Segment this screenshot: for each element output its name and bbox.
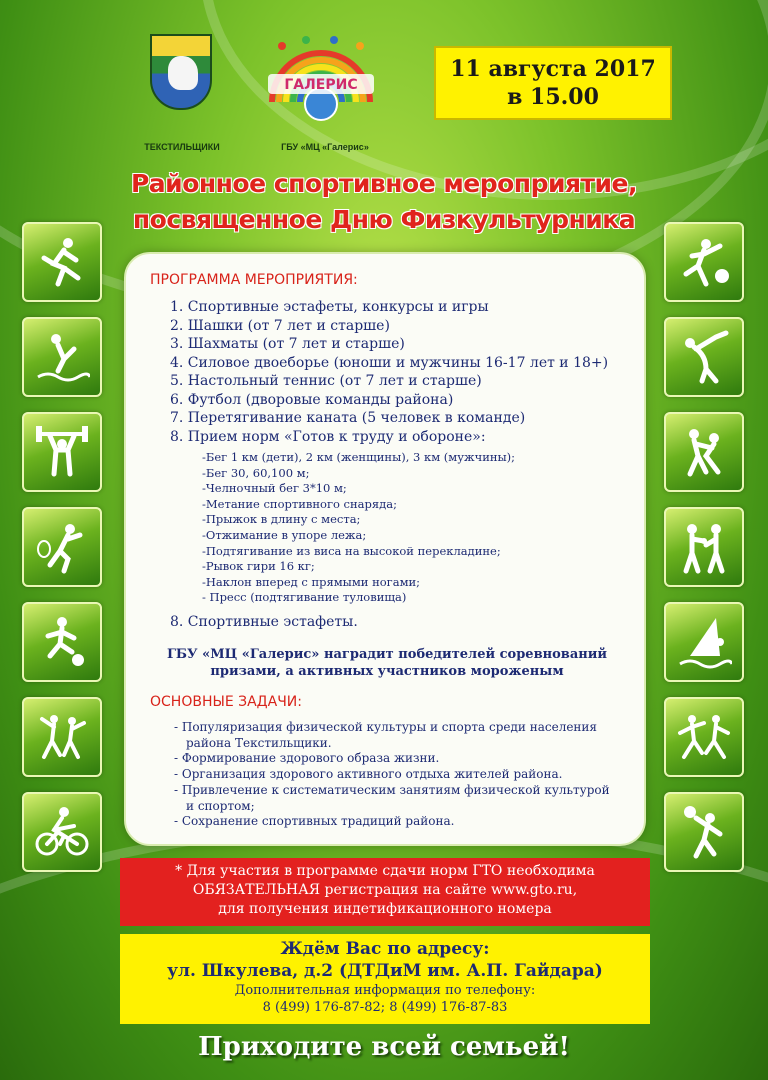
football-icon (22, 602, 102, 682)
diver-icon (22, 317, 102, 397)
award-line-1: ГБУ «МЦ «Галерис» наградит победителей соревнований (166, 647, 608, 662)
program-item: 1. Спортивные эстафеты, конкурсы и игры (170, 299, 489, 315)
basketball-icon (664, 222, 744, 302)
gto-list (202, 450, 632, 606)
task-item: - Организация здорового активного отдыха жителей района. (174, 767, 563, 782)
gto-item: -Наклон вперед с прямыми ногами; (202, 574, 421, 589)
program-item: 2. Шашки (от 7 лет и старше) (170, 317, 390, 334)
gto-item: -Бег 1 км (дети), 2 км (женщины), 3 км (мужчины); (202, 450, 516, 464)
gto-item: -Подтягивание из виса на высокой перекладине; (202, 543, 501, 558)
gto-item: -Метание спортивного снаряда; (202, 496, 397, 511)
tasks-heading: ОСНОВНЫЕ ЗАДАЧИ: (150, 694, 302, 710)
phone-numbers: 8 (499) 176-87-82; 8 (499) 176-87-83 (262, 1000, 508, 1015)
program-item: 5. Настольный теннис (от 7 лет и старше) (170, 373, 482, 389)
registration-line-3: для получения индетификационного номера (218, 901, 552, 917)
logo-text: ГАЛЕРИС (284, 77, 358, 93)
registration-line-2: ОБЯЗАТЕЛЬНАЯ регистрация на сайте www.gto.ru, (192, 882, 578, 898)
title-line-1: Районное спортивное мероприятие, (130, 169, 638, 198)
gto-item: -Бег 30, 60,100 м; (202, 465, 310, 480)
district-caption: ТЕКСТИЛЬЩИКИ (144, 142, 220, 152)
dance-icon (22, 697, 102, 777)
task-item: - Привлечение к систематическим занятиям физической культурой (174, 782, 610, 797)
galeris-logo (262, 32, 380, 132)
cyclist-icon (22, 792, 102, 872)
registration-line-1: * Для участия в программе сдачи норм ГТО необходима (175, 863, 595, 879)
program-item: 7. Перетягивание каната (5 человек в команде) (170, 410, 526, 426)
windsurf-icon (664, 602, 744, 682)
address-heading: Ждём Вас по адресу: (280, 939, 490, 959)
task-item: - Популяризация физической культуры и спорта среди населения (174, 720, 597, 734)
event-time: в 15.00 (507, 84, 599, 110)
task-item: района Текстильщики. (186, 735, 332, 750)
boxing-icon (664, 507, 744, 587)
weightlifter-icon (22, 412, 102, 492)
wrestling-icon (664, 412, 744, 492)
badminton-icon (22, 507, 102, 587)
program-list (170, 298, 640, 446)
program-item: 8. Прием норм «Готов к труду и обороне»: (170, 428, 486, 445)
tasks-list (174, 720, 634, 830)
gto-item: -Отжимание в упоре лежа; (202, 527, 367, 542)
page-title (60, 166, 708, 238)
task-item: - Сохранение спортивных традиций района. (174, 814, 455, 829)
footer-slogan: Приходите всей семьей! (198, 1032, 570, 1062)
gto-item: -Челночный бег 3*10 м; (202, 481, 347, 496)
task-item: - Формирование здорового образа жизни. (174, 751, 440, 766)
gto-item: -Прыжок в длину с места; (202, 512, 361, 527)
program-item: 4. Силовое двоеборье (юноши и мужчины 16-17 лет и 18+) (170, 354, 609, 371)
right-icon-column (664, 222, 748, 887)
award-line-2: призами, а активных участников мороженым (210, 664, 564, 679)
emblem-figure-icon (168, 56, 198, 90)
district-emblem (150, 34, 212, 110)
award-text (146, 646, 628, 680)
gto-item: - Пресс (подтягивание туловища) (202, 590, 407, 605)
program-card (124, 252, 646, 846)
runner-icon (22, 222, 102, 302)
event-date: 11 августа 2017 (450, 56, 656, 82)
info-label: Дополнительная информация по телефону: (234, 983, 536, 998)
org-caption: ГБУ «МЦ «Галерис» (281, 142, 369, 152)
registration-notice (120, 858, 650, 926)
aerobics-icon (664, 697, 744, 777)
title-line-2: посвященное Дню Физкультурника (132, 205, 636, 234)
task-item: и спортом; (186, 798, 255, 813)
volleyball-icon (664, 792, 744, 872)
program-last-item: 8. Спортивные эстафеты. (170, 614, 358, 630)
left-icon-column (22, 222, 106, 887)
program-item: 6. Футбол (дворовые команды района) (170, 391, 454, 408)
program-item: 3. Шахматы (от 7 лет и старше) (170, 336, 405, 352)
gymnast-icon (664, 317, 744, 397)
address-box (120, 934, 650, 1024)
address-text: ул. Шкулева, д.2 (ДТДиМ им. А.П. Гайдара) (167, 961, 603, 981)
gto-item: -Рывок гири 16 кг; (202, 559, 315, 574)
date-box (434, 46, 672, 120)
program-heading: ПРОГРАММА МЕРОПРИЯТИЯ: (150, 272, 358, 288)
